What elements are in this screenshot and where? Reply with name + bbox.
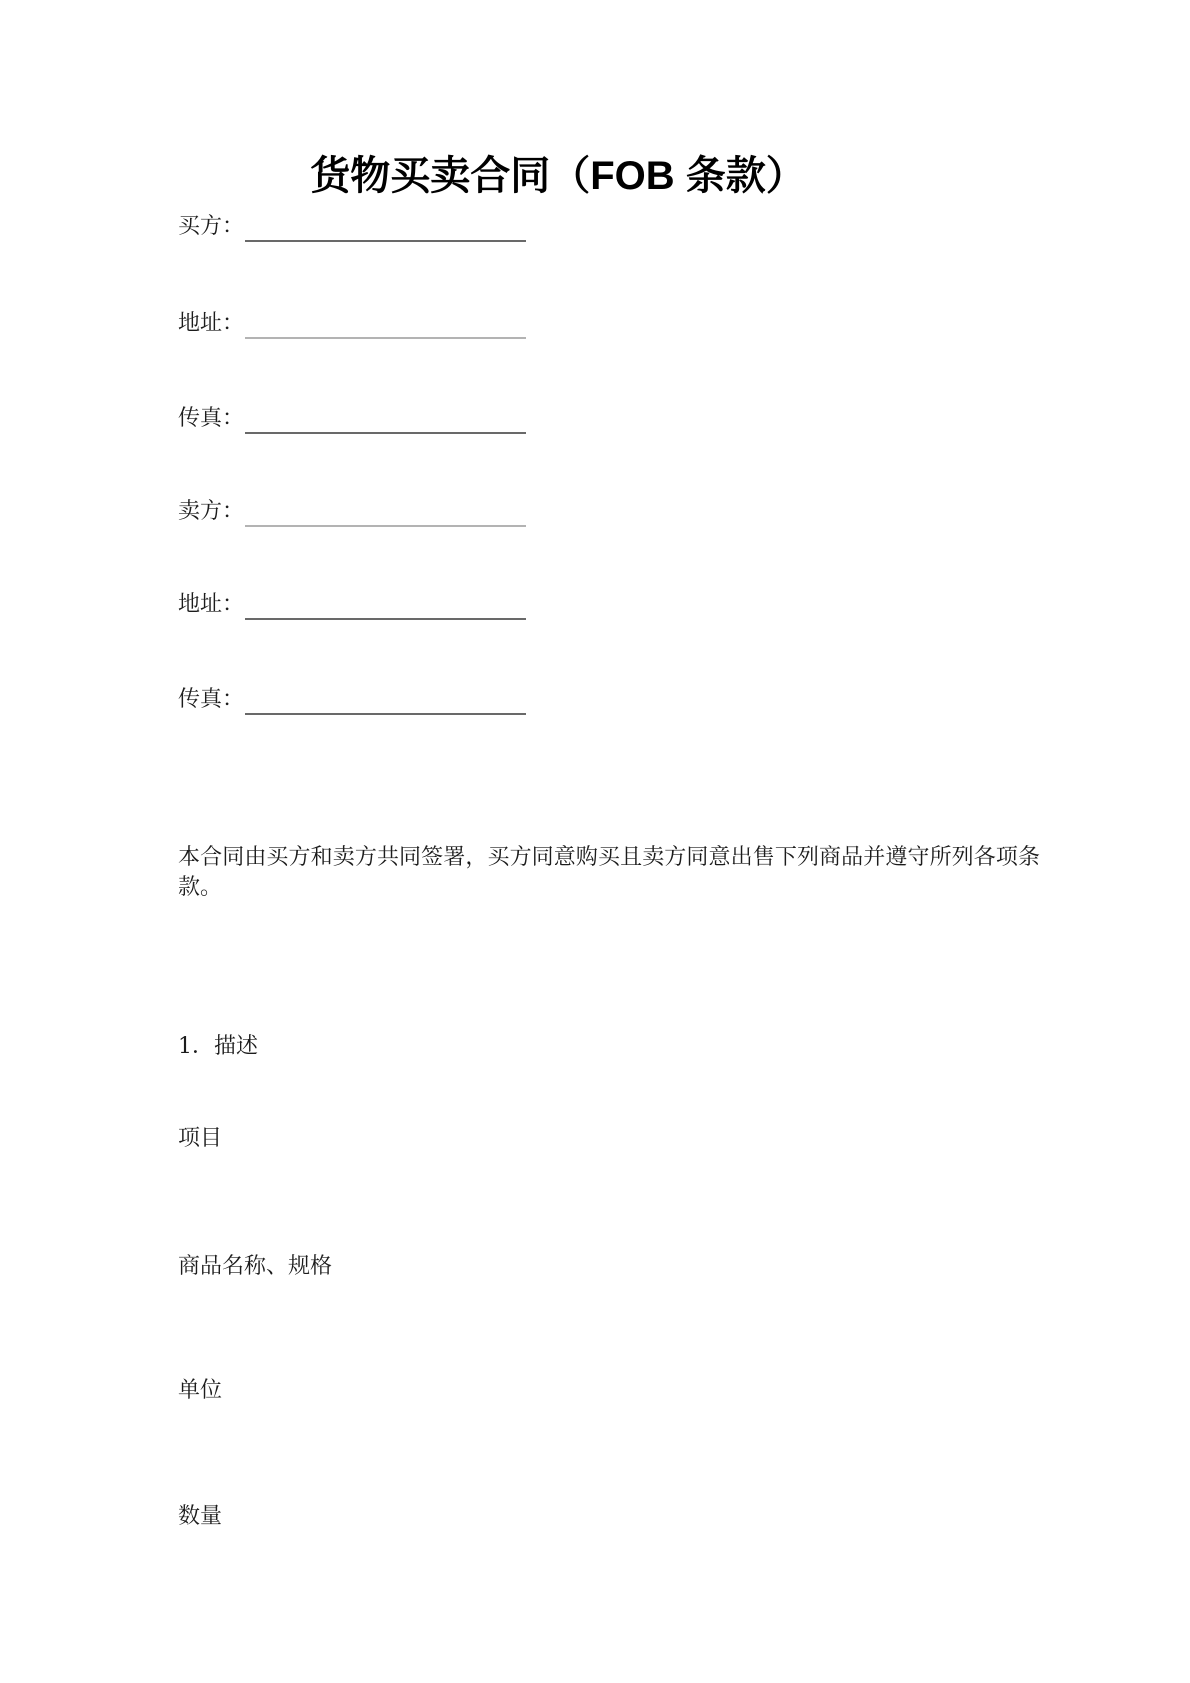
list-item-unit: 单位 xyxy=(178,1378,223,1403)
buyer-address-line xyxy=(178,307,526,339)
buyer-fax-label: 传真： xyxy=(178,406,245,431)
list-item-quantity: 数量 xyxy=(178,1504,223,1529)
buyer-label: 买方： xyxy=(178,214,245,239)
seller-label: 卖方： xyxy=(178,499,245,524)
seller-line xyxy=(178,495,526,527)
list-item-commodity-name-spec: 商品名称、规格 xyxy=(178,1254,333,1279)
seller-fill-in-blank[interactable] xyxy=(245,496,526,527)
seller-address-label: 地址： xyxy=(178,592,245,617)
seller-fax-line xyxy=(178,683,526,715)
buyer-fax-line xyxy=(178,402,526,434)
seller-fax-label: 传真： xyxy=(178,687,245,712)
intro-paragraph: 本合同由买方和卖方共同签署，买方同意购买且卖方同意出售下列商品并遵守所列各项条款。 xyxy=(178,845,1040,900)
buyer-address-fill-in-blank[interactable] xyxy=(245,308,526,339)
seller-fax-fill-in-blank[interactable] xyxy=(245,684,526,715)
document-title: 货物买卖合同（FOB 条款） xyxy=(310,154,806,198)
seller-address-line xyxy=(178,588,526,620)
buyer-line xyxy=(178,210,526,242)
buyer-fill-in-blank[interactable] xyxy=(245,211,526,242)
list-item-project: 项目 xyxy=(178,1126,223,1151)
section-heading-description: 1．描述 xyxy=(178,1034,258,1059)
buyer-fax-fill-in-blank[interactable] xyxy=(245,403,526,434)
buyer-address-label: 地址： xyxy=(178,311,245,336)
seller-address-fill-in-blank[interactable] xyxy=(245,589,526,620)
